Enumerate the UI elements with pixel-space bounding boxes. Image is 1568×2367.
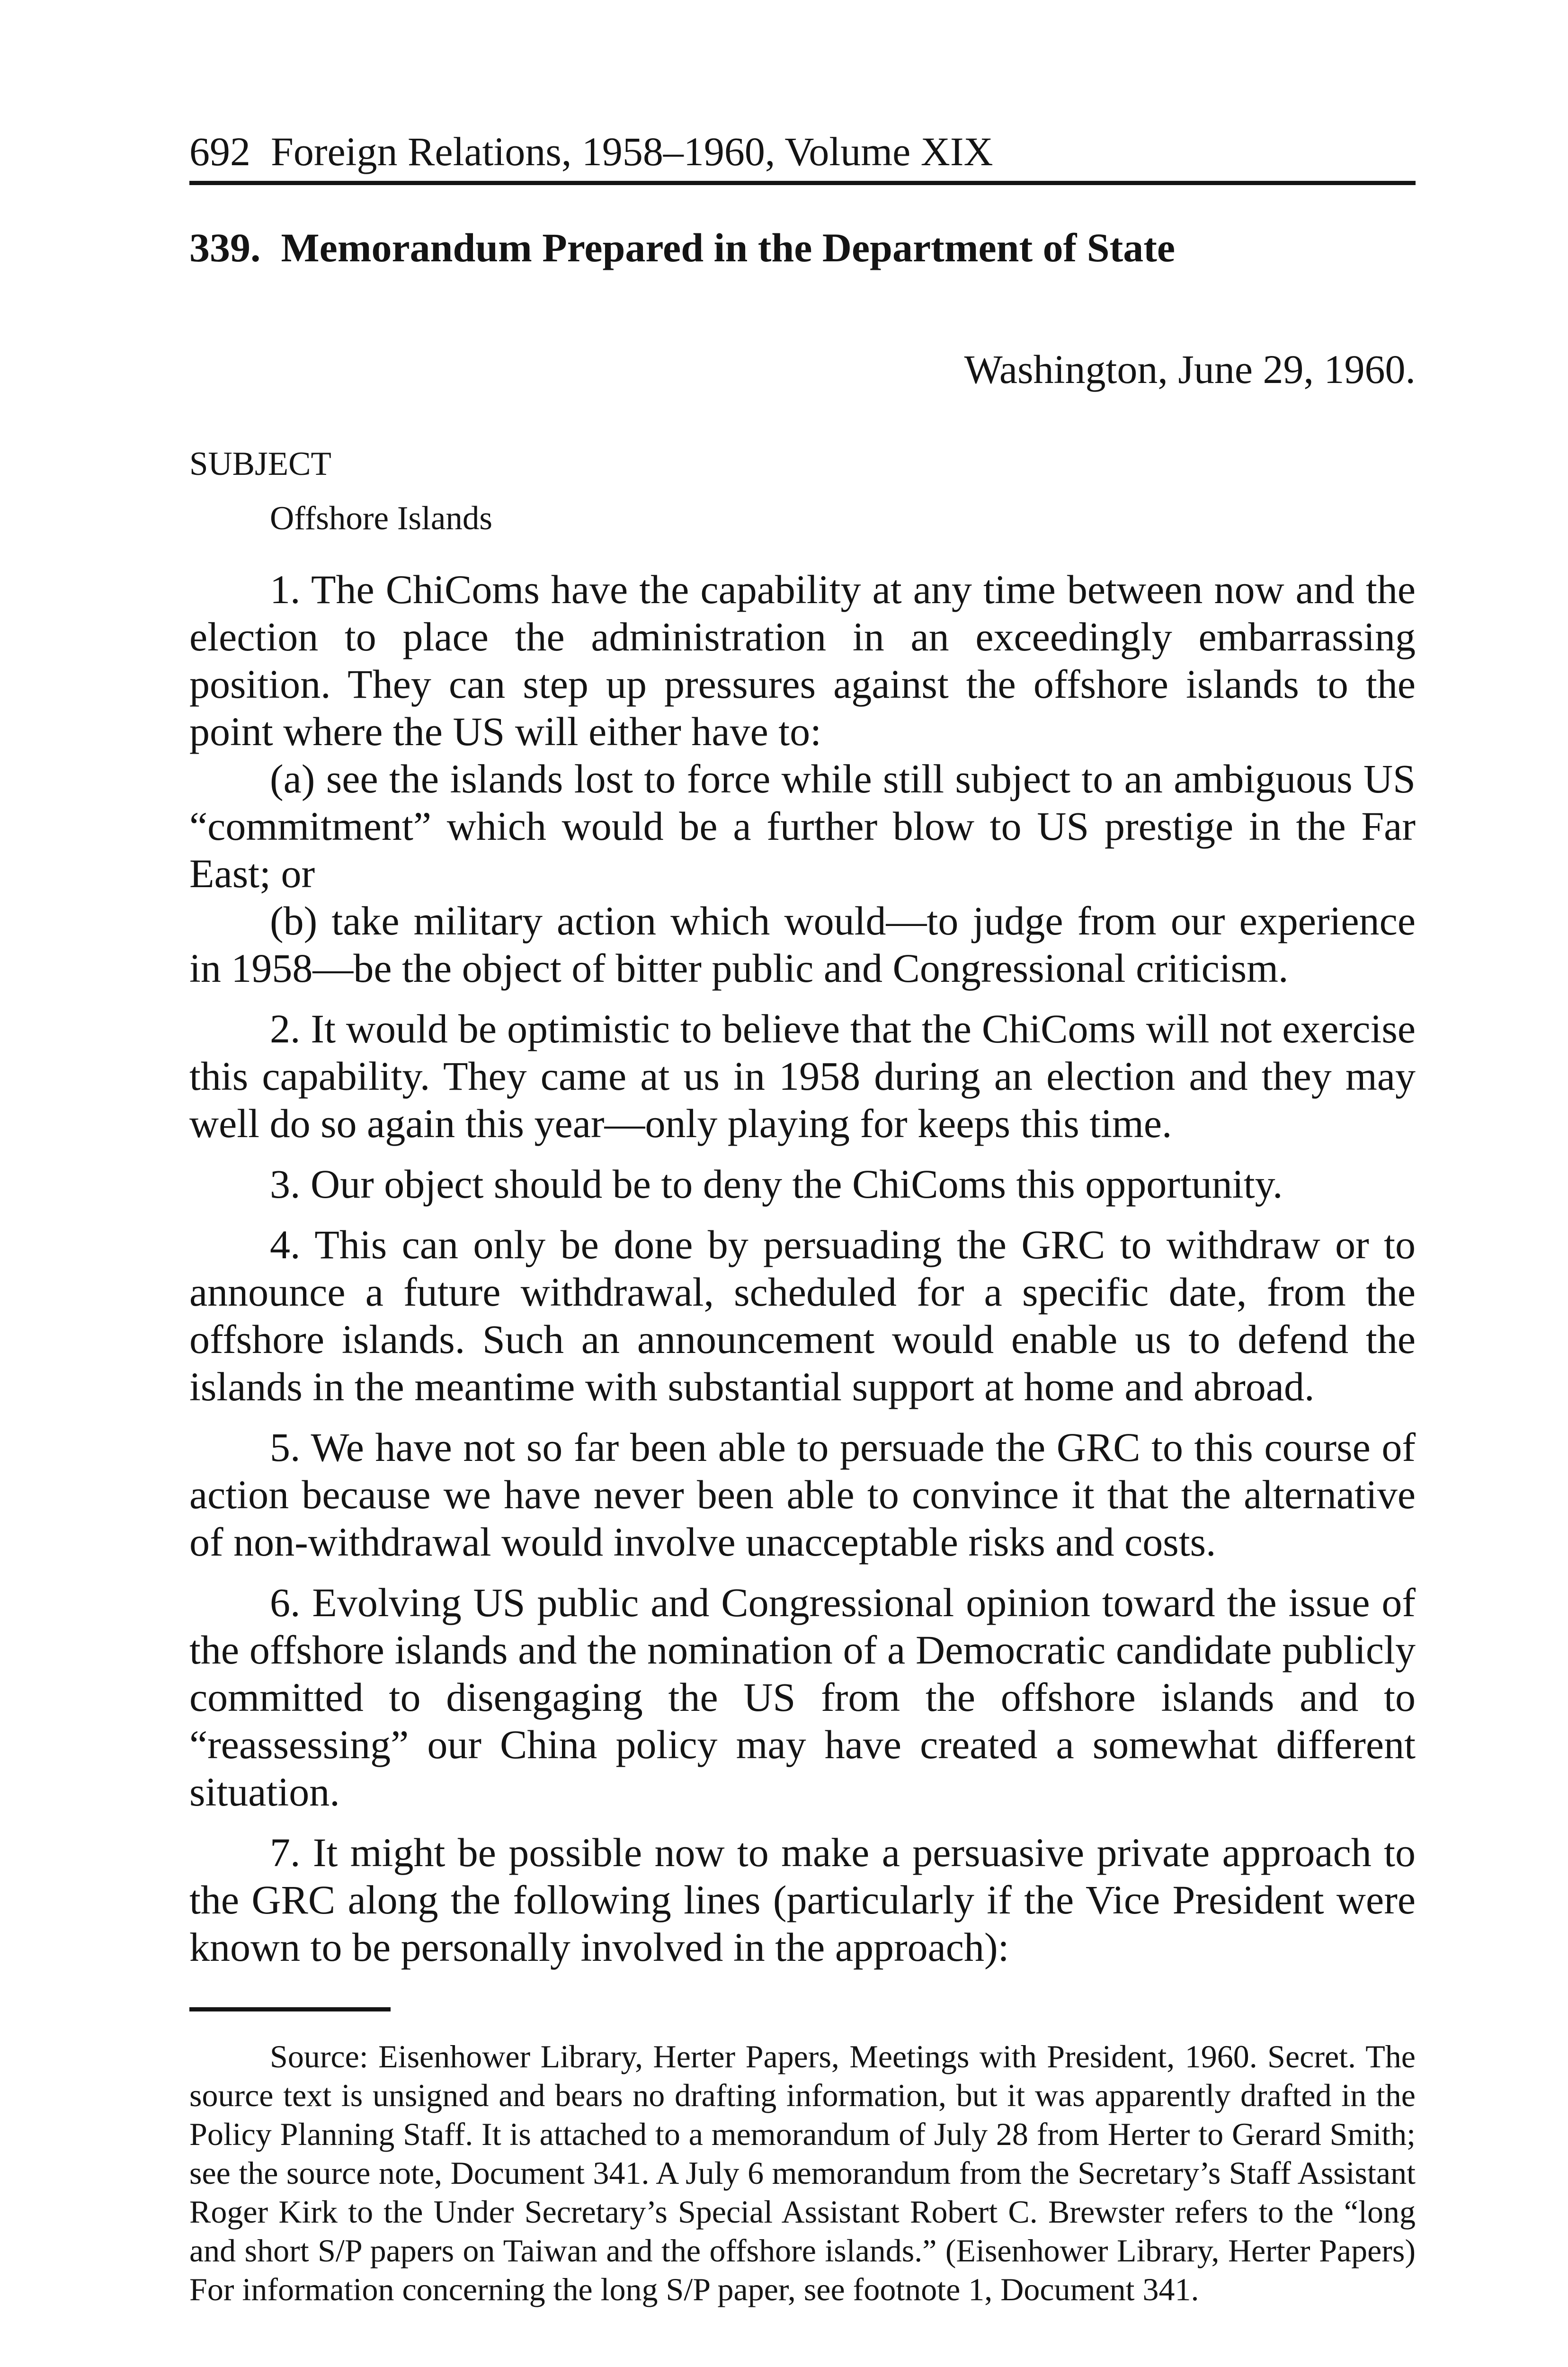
paragraph-6: 6. Evolving US public and Congressional opinion toward the issue of the offshore islands and the nomination of a Democratic candidate publicly committed to disengaging the US from the offshore islands and to “reassessing” our China policy may have created a somewhat different situation. [189,1580,1416,1815]
footnote-rule [189,2007,391,2011]
paragraph-5: 5. We have not so far been able to persuade the GRC to this course of action because we have never been able to convince it that the alternative of non-withdrawal would involve unacceptable risks and costs. [189,1424,1416,1565]
document-title: Memorandum Prepared in the Department of State [281,225,1176,270]
paragraph-2: 2. It would be optimistic to believe that the ChiComs will not exercise this capability. They came at us in 1958 during an election and they may well do so again this year—only playing for keeps this time. [189,1006,1416,1146]
running-title: Foreign Relations, 1958–1960, Volume XIX [271,129,993,174]
dateline: Washington, June 29, 1960. [964,347,1416,392]
page-number: 692 [189,129,250,174]
header-rule [189,181,1416,185]
paragraph-7: 7. It might be possible now to make a persuasive private approach to the GRC along the following lines (particularly if the Vice President were known to be personally involved in the approach): [189,1830,1416,1970]
subject-value: Offshore Islands [270,500,492,537]
paragraph-1: 1. The ChiComs have the capability at any time between now and the election to place the administration in an exceedingly embarrassing position. They can step up pressures against the offshore islands to the point where the US will either have to: [189,567,1416,754]
paragraph-3: 3. Our object should be to deny the ChiComs this opportunity. [270,1161,1283,1207]
running-header [189,125,1416,178]
paragraph-1a: (a) see the islands lost to force while still subject to an ambiguous US “commitment” which would be a further blow to US prestige in the Far East; or [189,756,1416,896]
source-footnote: Source: Eisenhower Library, Herter Papers, Meetings with President, 1960. Secret. The source text is unsigned and bears no drafting information, but it was apparently drafted in the Policy Planning Staff. It is attached to a memorandum of July 28 from Herter to Gerard Smith; see the source note, Document 341. A July 6 memorandum from the Secretary’s Staff Assistant Roger Kirk to the Under Secretary’s Special Assistant Robert C. Brewster refers to the “long and short S/P papers on Taiwan and the offshore islands.” (Eisenhower Library, Herter Papers) For information concerning the long S/P paper, see footnote 1, Document 341. [189,2038,1416,2307]
document-heading [189,222,1416,274]
memo-body [189,566,1416,1971]
paragraph-4: 4. This can only be done by persuading the GRC to withdraw or to announce a future withdrawal, scheduled for a specific date, from the offshore islands. Such an announcement would enable us to defend the islands in the meantime with substantial support at home and abroad. [189,1222,1416,1409]
document-number: 339. [189,225,261,270]
subject-label: SUBJECT [189,445,331,482]
paragraph-1b: (b) take military action which would—to judge from our experience in 1958—be the object of bitter public and Congressional criticism. [189,898,1416,991]
